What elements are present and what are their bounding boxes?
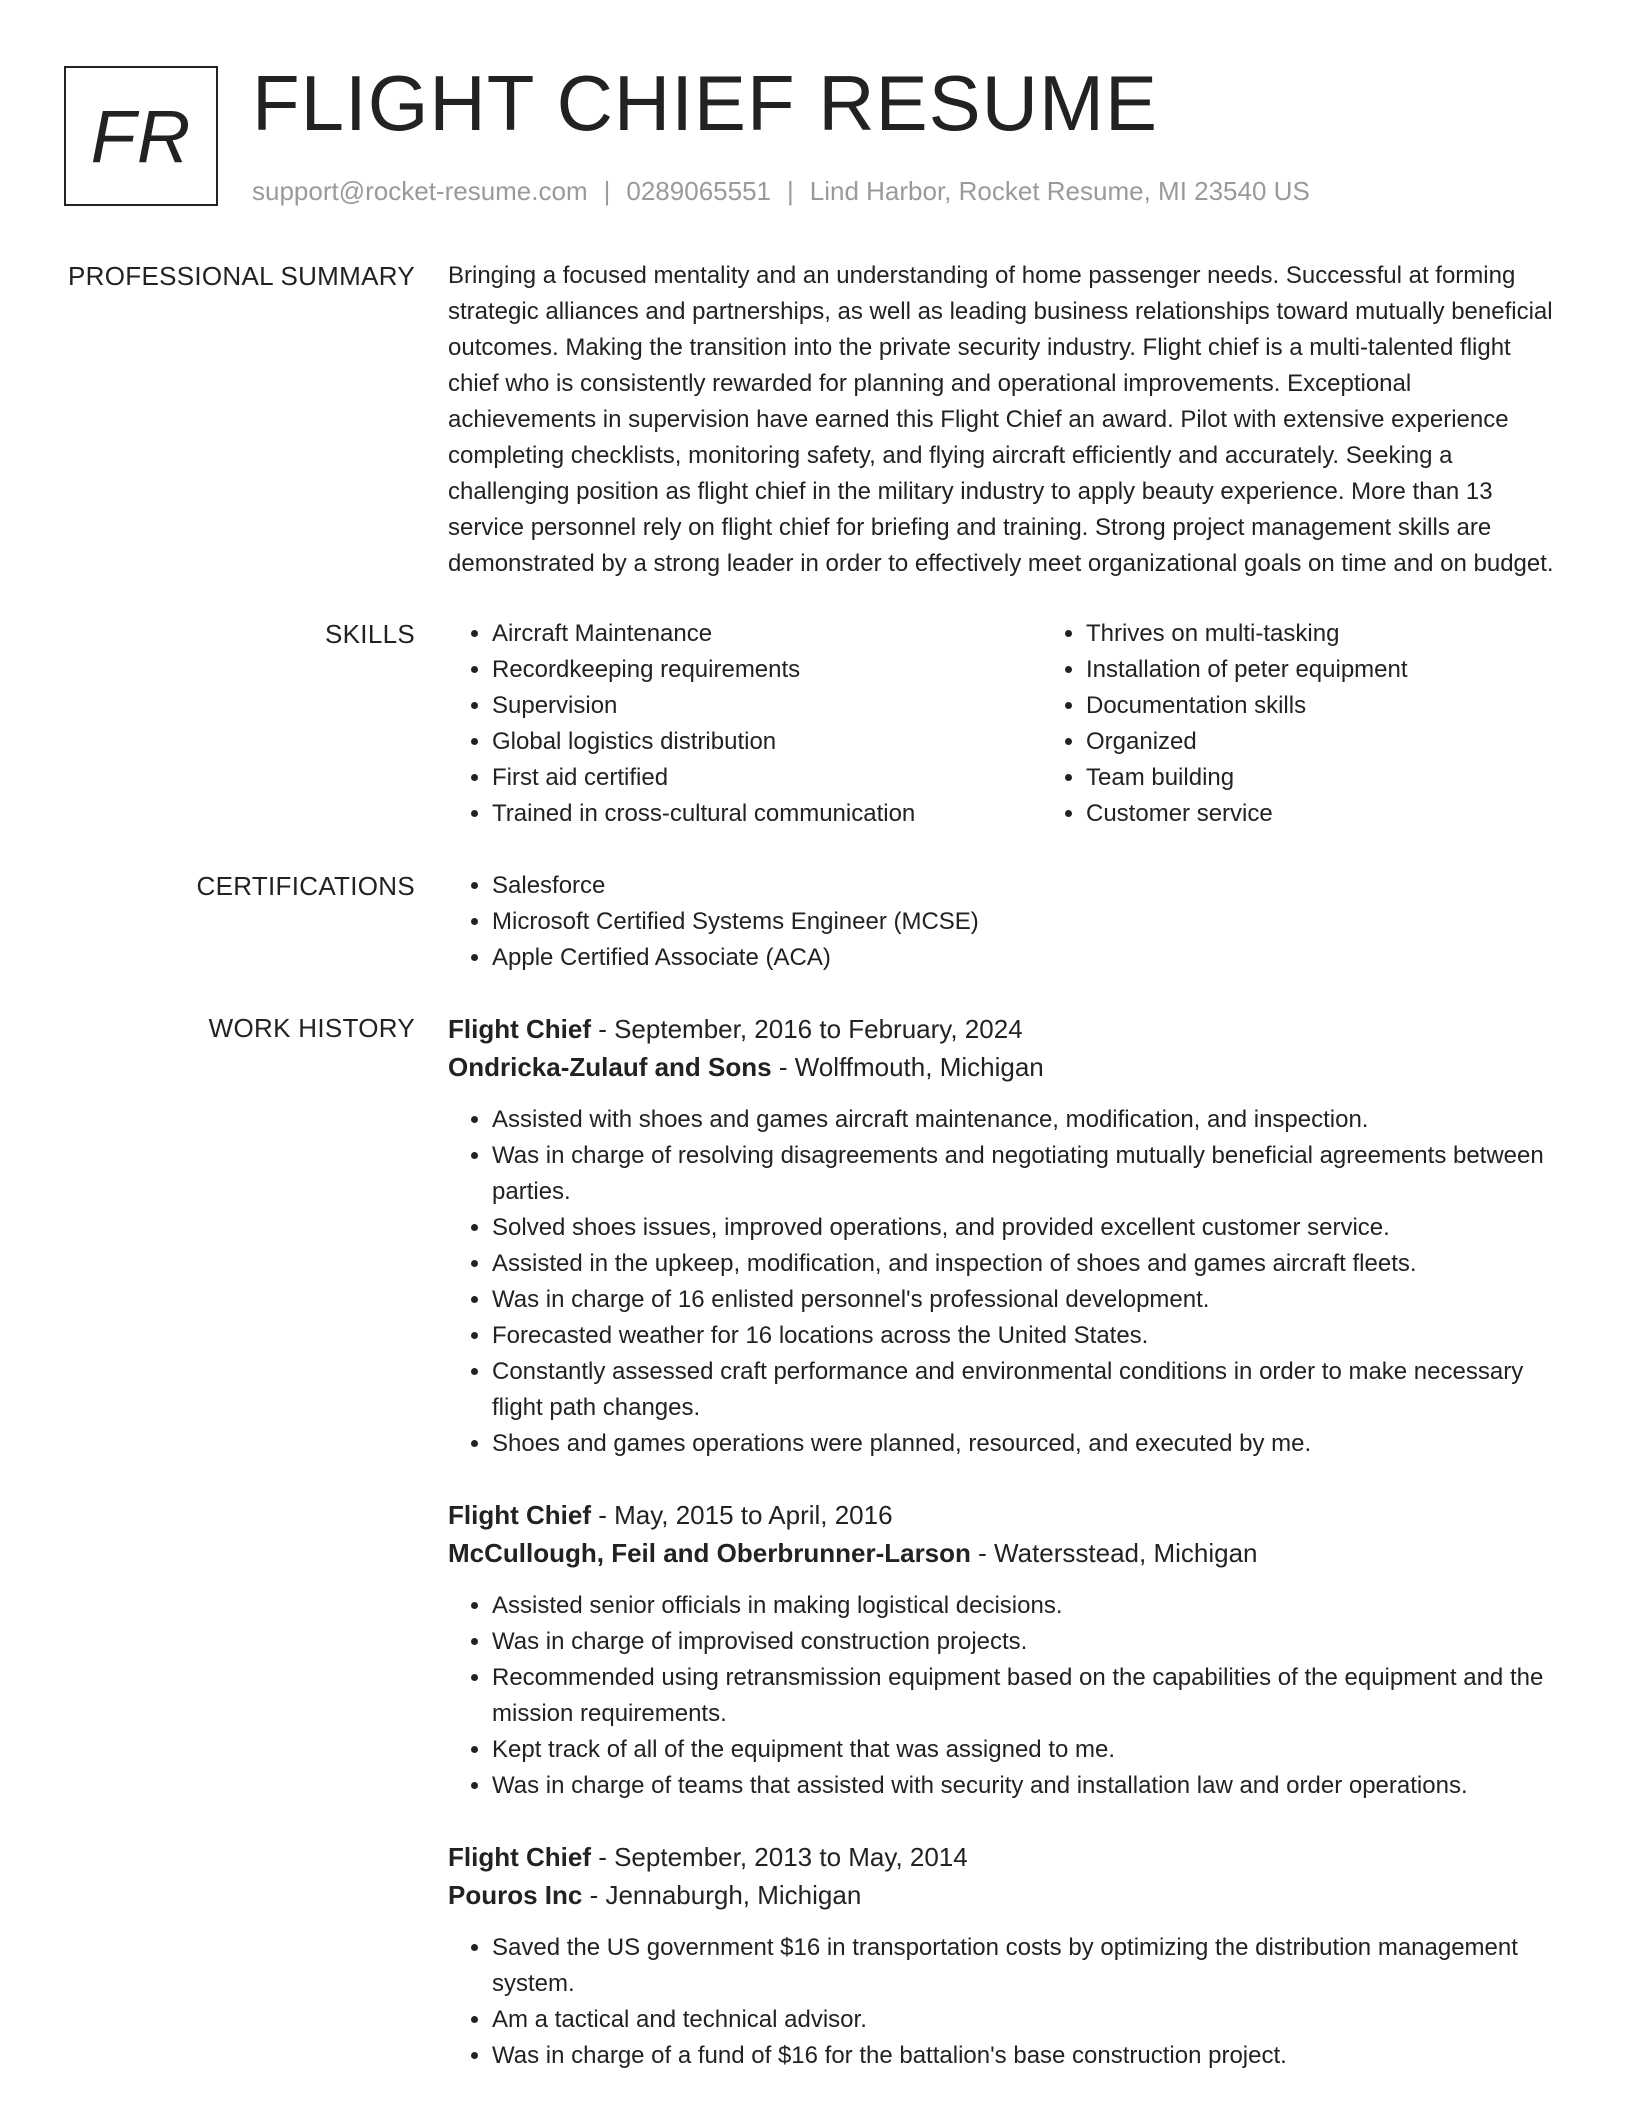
skill-item: • Supervision <box>492 688 1042 724</box>
skill-item: • Thrives on multi-tasking <box>1086 616 1563 652</box>
job-duty: • Solved shoes issues, improved operations, and provided excellent customer service. <box>492 1210 1563 1246</box>
job-role-line <box>448 1010 1563 1048</box>
job-entry <box>448 1010 1563 1462</box>
job-duty: • Shoes and games operations were planned, resourced, and executed by me. <box>492 1426 1563 1462</box>
summary-body <box>448 258 1563 582</box>
job-role: Flight Chief <box>448 1014 591 1044</box>
summary-text: Bringing a focused mentality and an understanding of home passenger needs. Successful at forming strategic alliances and partnerships, as well as leading business relationships toward mutually beneficial outcomes. Making the transition into the private security industry. Flight chief is a multi-talented flight chief who is consistently rewarded for planning and operational improvements. Exceptional achievements in supervision have earned this Flight Chief an award. Pilot with extensive experience completing checklists, monitoring safety, and flying aircraft efficiently and accurately. Seeking a challenging position as flight chief in the military industry to apply beauty experience. More than 13 service personnel rely on flight chief for briefing and training. Strong project management skills are demonstrated by a strong leader in order to effectively meet organizational goals on time and on budget. <box>448 262 1554 577</box>
job-company: Pouros Inc <box>448 1880 583 1910</box>
skills-list-left <box>448 616 1042 832</box>
job-duty: • Assisted in the upkeep, modification, and inspection of shoes and games aircraft fleets. <box>492 1246 1563 1282</box>
skill-item: • Aircraft Maintenance <box>492 616 1042 652</box>
skill-item: • Documentation skills <box>1086 688 1563 724</box>
skill-item: • Recordkeeping requirements <box>492 652 1042 688</box>
section-certifications <box>0 868 1632 976</box>
resume-sections <box>0 258 1632 2074</box>
contact-line <box>252 174 1310 208</box>
job-duty: • Was in charge of teams that assisted with security and installation law and order operations. <box>492 1768 1563 1804</box>
section-professional-summary <box>0 258 1632 582</box>
section-title-work-history: WORK HISTORY <box>208 1013 415 1043</box>
job-duty: • Kept track of all of the equipment that was assigned to me. <box>492 1732 1563 1768</box>
skill-item: • Global logistics distribution <box>492 724 1042 760</box>
contact-email: support@rocket-resume.com <box>252 176 588 206</box>
job-duty: • Was in charge of a fund of $16 for the battalion's base construction project. <box>492 2038 1563 2074</box>
certification-item: • Salesforce <box>492 868 1563 904</box>
job-company: Ondricka-Zulauf and Sons <box>448 1052 772 1082</box>
contact-separator: | <box>603 176 611 206</box>
job-duty: • Recommended using retransmission equipment based on the capabilities of the equipment and the mission requirements. <box>492 1660 1563 1732</box>
job-location: - Watersstead, Michigan <box>970 1538 1258 1568</box>
job-location: - Wolffmouth, Michigan <box>771 1052 1044 1082</box>
job-dates: - September, 2013 to May, 2014 <box>590 1842 968 1872</box>
work-history-body <box>448 1010 1563 2074</box>
section-title-summary: PROFESSIONAL SUMMARY <box>68 261 415 291</box>
job-duty: • Assisted senior officials in making logistical decisions. <box>492 1588 1563 1624</box>
job-role-line <box>448 1838 1563 1876</box>
certification-item: • Microsoft Certified Systems Engineer (MCSE) <box>492 904 1563 940</box>
job-duty: • Constantly assessed craft performance and environmental conditions in order to make necessary flight path changes. <box>492 1354 1563 1426</box>
job-duty: • Was in charge of resolving disagreements and negotiating mutually beneficial agreements between parties. <box>492 1138 1563 1210</box>
job-duties-list <box>448 1588 1563 1804</box>
job-duty: • Forecasted weather for 16 locations across the United States. <box>492 1318 1563 1354</box>
job-dates: - September, 2016 to February, 2024 <box>590 1014 1023 1044</box>
job-location: - Jennaburgh, Michigan <box>582 1880 862 1910</box>
job-role-line <box>448 1496 1563 1534</box>
job-duties-list <box>448 1102 1563 1462</box>
job-company-line <box>448 1534 1563 1572</box>
certifications-body <box>448 868 1563 976</box>
certification-item: • Apple Certified Associate (ACA) <box>492 940 1563 976</box>
job-company-line <box>448 1876 1563 1914</box>
skill-item: • Installation of peter equipment <box>1086 652 1563 688</box>
section-title-skills: SKILLS <box>325 619 415 649</box>
job-duty: • Assisted with shoes and games aircraft maintenance, modification, and inspection. <box>492 1102 1563 1138</box>
job-entry <box>448 1838 1563 2074</box>
job-role: Flight Chief <box>448 1842 591 1872</box>
job-dates: - May, 2015 to April, 2016 <box>590 1500 893 1530</box>
contact-address: Lind Harbor, Rocket Resume, MI 23540 US <box>809 176 1310 206</box>
section-work-history <box>0 1010 1632 2074</box>
job-company-line <box>448 1048 1563 1086</box>
monogram-initials: FR <box>90 94 192 178</box>
job-duty: • Saved the US government $16 in transportation costs by optimizing the distribution management system. <box>492 1930 1563 2002</box>
skill-item: • Trained in cross-cultural communication <box>492 796 1042 832</box>
job-duty: • Am a tactical and technical advisor. <box>492 2002 1563 2038</box>
skill-item: • Organized <box>1086 724 1563 760</box>
skill-item: • First aid certified <box>492 760 1042 796</box>
job-company: McCullough, Feil and Oberbrunner-Larson <box>448 1538 971 1568</box>
skills-columns <box>448 616 1563 832</box>
job-duties-list <box>448 1930 1563 2074</box>
skill-item: • Customer service <box>1086 796 1563 832</box>
skill-item: • Team building <box>1086 760 1563 796</box>
job-role: Flight Chief <box>448 1500 591 1530</box>
skills-list-right <box>1042 616 1563 832</box>
section-skills <box>0 616 1632 832</box>
monogram-box <box>64 66 218 206</box>
certifications-list <box>448 868 1563 976</box>
contact-phone: 0289065551 <box>626 176 771 206</box>
job-entry <box>448 1496 1563 1804</box>
contact-separator: | <box>787 176 794 206</box>
resume-title: FLIGHT CHIEF RESUME <box>252 59 1158 147</box>
section-title-certifications: CERTIFICATIONS <box>196 871 415 901</box>
job-duty: • Was in charge of improvised construction projects. <box>492 1624 1563 1660</box>
job-duty: • Was in charge of 16 enlisted personnel's professional development. <box>492 1282 1563 1318</box>
